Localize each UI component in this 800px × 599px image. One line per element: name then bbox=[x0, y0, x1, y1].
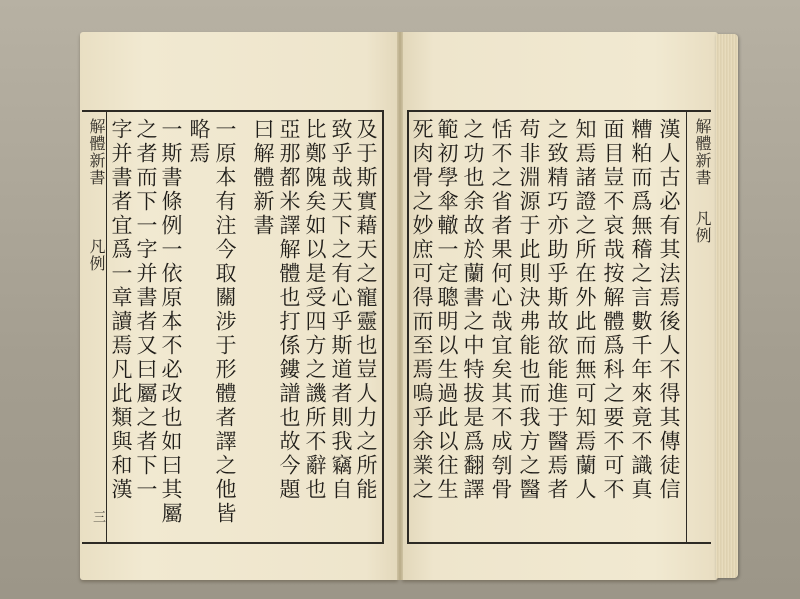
right-margin-section: 凡例 bbox=[693, 210, 712, 244]
left-text-column-1: 及于斯實藉天之寵靈也豈人力之所能 bbox=[354, 118, 378, 502]
left-text-column-3: 比鄭隗矣如以是受四方之譏所不辭也 bbox=[303, 118, 327, 502]
right-text-column-7: 恬不之省者果何心哉宜矣其不成刳骨 bbox=[489, 118, 513, 502]
left-text-column-7: 略焉 bbox=[187, 118, 211, 166]
right-text-column-5: 之致精巧亦助乎斯故欲能進于醫焉者 bbox=[545, 118, 569, 502]
right-margin-title: 解體新書 bbox=[693, 118, 712, 186]
left-margin-section: 凡例 bbox=[87, 238, 106, 272]
right-margin-rule bbox=[686, 110, 687, 544]
right-text-column-1: 漢人古必有其法焉後人不得其傳徒信 bbox=[657, 118, 681, 502]
book-gutter bbox=[397, 32, 403, 580]
book-page-edges bbox=[716, 34, 738, 578]
right-text-column-2: 糟粕而爲無稽之言數千年來竟不識真 bbox=[629, 118, 653, 502]
left-text-column-6: 一原本有注今取關涉于形體者譯之他皆 bbox=[213, 118, 237, 526]
right-text-column-4: 知焉諸證之所在外此而無可知焉蘭人 bbox=[573, 118, 597, 502]
right-text-column-6: 苟非淵源于此則決弗能也而我方之醫 bbox=[517, 118, 541, 502]
left-text-column-4: 亞那都米譯解體也打係鏤譜也故今題 bbox=[277, 118, 301, 502]
left-text-column-10: 字并書者宜爲一章讀焉凡此類與和漢 bbox=[109, 118, 133, 502]
left-text-column-2: 致乎哉天下之有心乎斯道者則我竊自 bbox=[329, 118, 353, 502]
right-text-column-10: 死肉骨之妙庶可得而至焉嗚乎余業之 bbox=[410, 118, 434, 502]
left-text-column-9: 之者而下一字并書者又曰屬之者下一 bbox=[134, 118, 158, 502]
left-margin-title: 解體新書 bbox=[87, 118, 106, 186]
left-text-column-8: 一斯書條例一依原本不必改也如曰其屬 bbox=[159, 118, 183, 526]
left-text-column-5: 曰解體新書 bbox=[251, 118, 275, 238]
right-text-column-3: 面目豈不哀哉按解體爲科之要不可不 bbox=[601, 118, 625, 502]
right-text-column-8: 之功也余故於蘭書之中特拔是爲翻譯 bbox=[461, 118, 485, 502]
left-folio-number: 三 bbox=[90, 510, 105, 523]
right-text-column-9: 範初學傘轍一定聰明以生過此以往生 bbox=[435, 118, 459, 502]
